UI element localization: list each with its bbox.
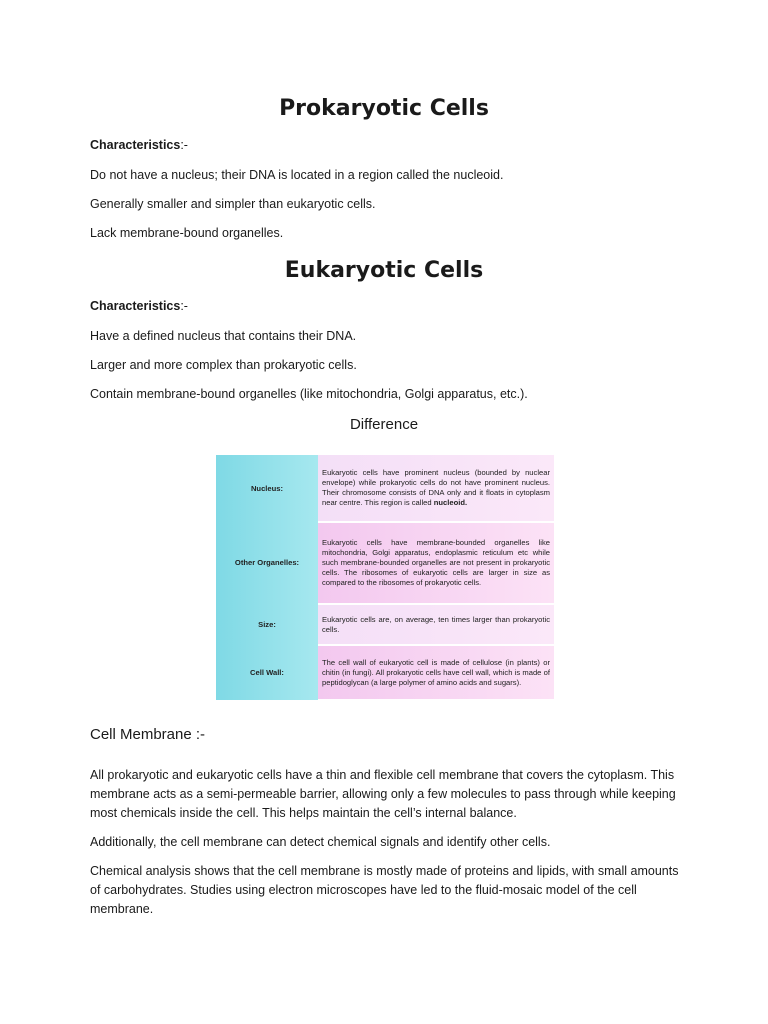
table-row: [216, 604, 554, 645]
table-row: [216, 455, 554, 522]
table-row-value: Eukaryotic cells are, on average, ten times larger than prokaryotic cells.: [318, 604, 554, 645]
table-row: [216, 645, 554, 700]
prokaryotic-point: Generally smaller and simpler than eukaryotic cells.: [90, 197, 376, 211]
eukaryotic-point: Larger and more complex than prokaryotic cells.: [90, 358, 357, 372]
table-row-key: Size:: [216, 604, 318, 645]
prokaryotic-characteristics-label: Characteristics:-: [90, 138, 188, 152]
table-row: [216, 522, 554, 604]
prokaryotic-point: Do not have a nucleus; their DNA is located in a region called the nucleoid.: [90, 168, 504, 182]
difference-title: Difference: [349, 416, 419, 433]
prokaryotic-point: Lack membrane-bound organelles.: [90, 226, 284, 240]
cell-membrane-paragraph: Additionally, the cell membrane can detect chemical signals and identify other cells.: [90, 835, 551, 849]
cell-membrane-heading: Cell Membrane :-: [90, 726, 206, 743]
eukaryotic-point: Have a defined nucleus that contains their DNA.: [90, 329, 357, 343]
table-row-value: Eukaryotic cells have prominent nucleus (bounded by nuclear envelope) while prokaryotic cells do not have prominent nucleus. Their chromosome consists of DNA only and it floats in cytoplasm near centre. This region is called nucleoid.: [318, 455, 554, 522]
table-row-key: Cell Wall:: [216, 645, 318, 700]
eukaryotic-point: Contain membrane-bound organelles (like mitochondria, Golgi apparatus, etc.).: [90, 387, 528, 401]
prokaryotic-title: Prokaryotic Cells: [279, 96, 489, 121]
cell-membrane-paragraph: All prokaryotic and eukaryotic cells have a thin and flexible cell membrane that covers the cytoplasm. This membrane acts as a semi-permeable barrier, allowing only a few molecules to pass through while keeping most chemicals inside the cell. This helps maintain the cell’s internal balance.: [90, 768, 676, 820]
table-row-value: The cell wall of eukaryotic cell is made of cellulose (in plants) or chitin (in fungi). All prokaryotic cells have cell wall, which is made of peptidoglycan (a large polymer of amino acids and sugars).: [318, 645, 554, 700]
difference-table: [216, 455, 554, 701]
eukaryotic-characteristics-label: Characteristics:-: [90, 299, 188, 313]
cell-membrane-paragraph: Chemical analysis shows that the cell membrane is mostly made of proteins and lipids, with small amounts of carbohydrates. Studies using electron microscopes have led to the fluid-mosaic model of the cell membrane.: [90, 864, 679, 916]
eukaryotic-title: Eukaryotic Cells: [284, 258, 484, 283]
table-row-key: Nucleus:: [216, 455, 318, 522]
table-row-value: Eukaryotic cells have membrane-bounded organelles like mitochondria, Golgi apparatus, endoplasmic reticulum etc while such membrane-bounded organelles are not present in prokaryotic cells. The ribosomes of eukaryotic cells are larger in size as compared to the ribosomes of prokaryotic cells.: [318, 522, 554, 604]
table-row-key: Other Organelles:: [216, 522, 318, 604]
